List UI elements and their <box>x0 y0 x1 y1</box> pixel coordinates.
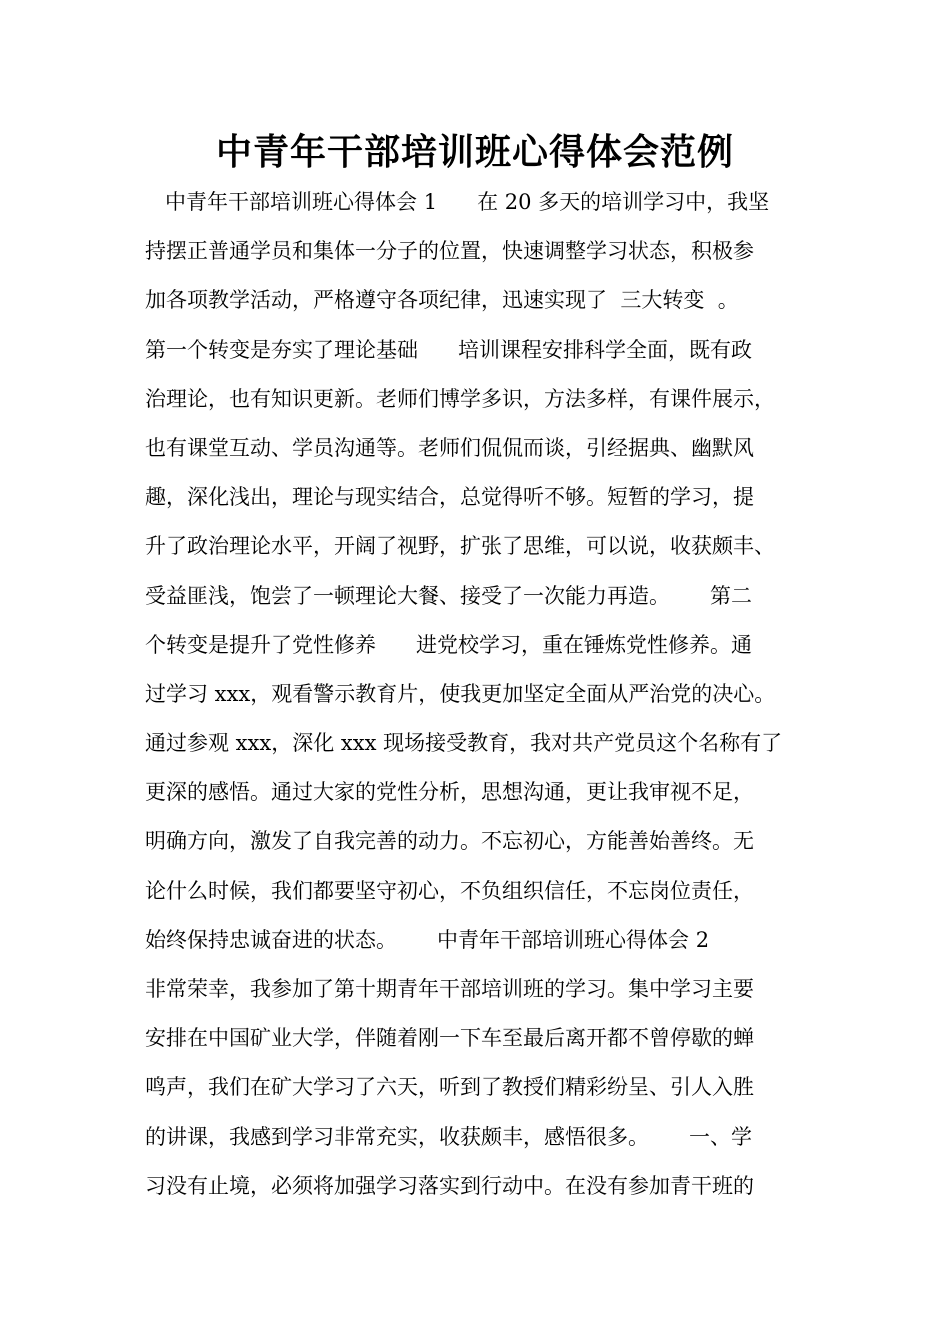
body-line: 的讲课，我感到学习非常充实，收获颇丰，感悟很多。 一、学 <box>145 1124 753 1149</box>
document-body <box>145 178 825 1211</box>
body-line: 安排在中国矿业大学，伴随着刚一下车至最后离开都不曾停歇的蝉 <box>145 1026 754 1051</box>
body-line: 持摆正普通学员和集体一分子的位置，快速调整学习状态，积极参 <box>145 239 754 264</box>
body-line: 个转变是提升了党性修养 进党校学习，重在锤炼党性修养。通 <box>145 632 753 657</box>
body-line: 升了政治理论水平，开阔了视野，扩张了思维，可以说，收获颇丰、 <box>145 534 775 559</box>
body-line: 第一个转变是夯实了理论基础 培训课程安排科学全面，既有政 <box>145 337 753 362</box>
body-line: 习没有止境，必须将加强学习落实到行动中。在没有参加青干班的 <box>145 1173 754 1198</box>
body-line: 也有课堂互动、学员沟通等。老师们侃侃而谈，引经据典、幽默风 <box>145 435 754 460</box>
body-line: 更深的感悟。通过大家的党性分析，思想沟通，更让我审视不足， <box>145 780 754 805</box>
body-line: 通过参观 xxx，深化 xxx 现场接受教育，我对共产党员这个名称有了 <box>145 731 783 756</box>
body-line: 受益匪浅，饱尝了一顿理论大餐、接受了一次能力再造。 第二 <box>145 583 753 608</box>
body-line: 过学习 xxx，观看警示教育片，使我更加坚定全面从严治党的决心。 <box>145 681 776 706</box>
document-title: 中青年干部培训班心得体会范例 <box>215 132 734 173</box>
body-line: 鸣声，我们在矿大学习了六天，听到了教授们精彩纷呈、引人入胜 <box>145 1075 754 1100</box>
body-line: 治理论，也有知识更新。老师们博学多识，方法多样，有课件展示， <box>145 386 775 411</box>
body-line: 明确方向，激发了自我完善的动力。不忘初心，方能善始善终。无 <box>145 829 754 854</box>
body-line: 始终保持忠诚奋进的状态。 中青年干部培训班心得体会 2 <box>145 927 710 952</box>
body-line: 加各项教学活动，严格遵守各项纪律，迅速实现了 三大转变 。 <box>145 288 739 313</box>
body-line: 非常荣幸，我参加了第十期青年干部培训班的学习。集中学习主要 <box>145 977 754 1001</box>
body-line: 论什么时候，我们都要坚守初心，不负组织信任，不忘岗位责任， <box>145 878 754 903</box>
body-line: 趣，深化浅出，理论与现实结合，总觉得听不够。短暂的学习，提 <box>145 485 754 510</box>
body-line: 中青年干部培训班心得体会 1 在 20 多天的培训学习中，我坚 <box>145 190 770 214</box>
